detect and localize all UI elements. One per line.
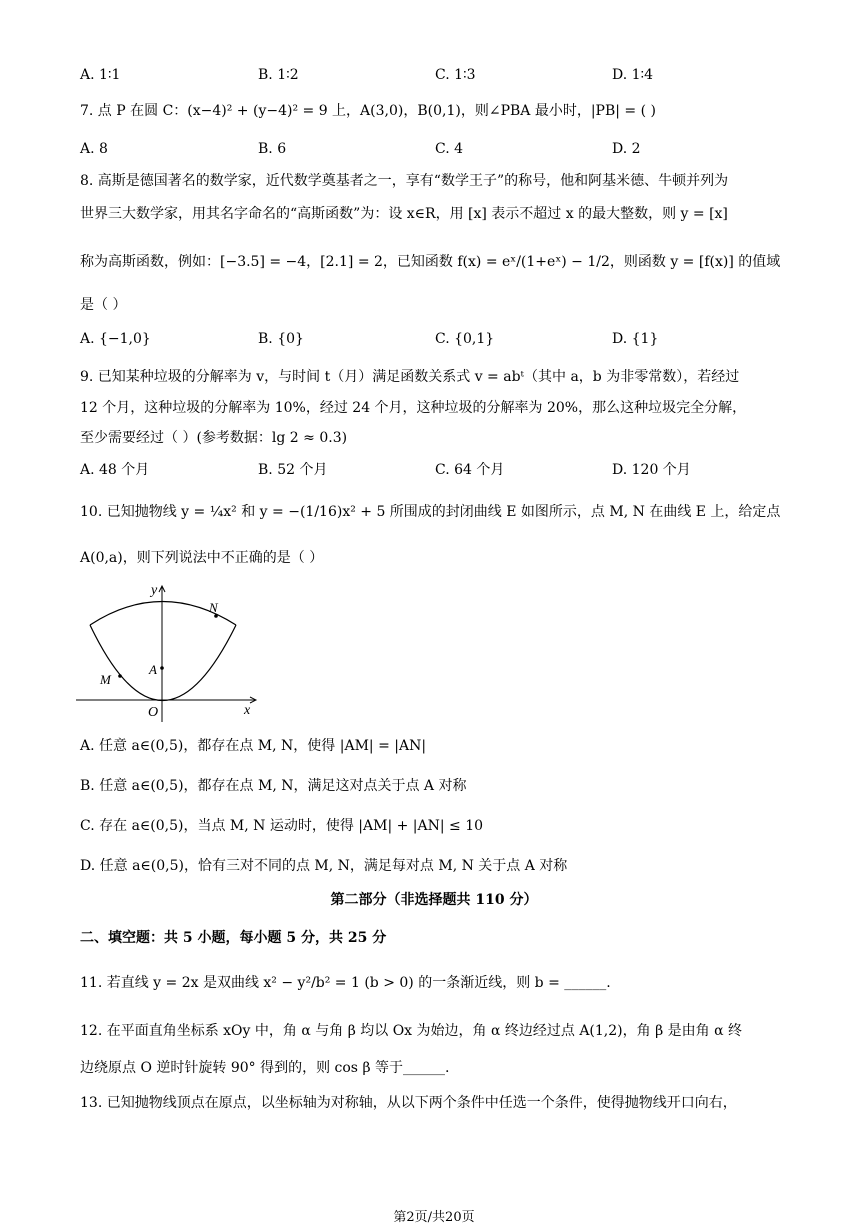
- origin-label: O: [148, 705, 159, 720]
- q8-option-d: D. {1}: [612, 331, 659, 347]
- q6-option-c: C. 1∶3: [435, 67, 476, 83]
- q7-options: [80, 138, 800, 160]
- q9-option-b: B. 52 个月: [258, 462, 328, 478]
- q9-line-1: 9. 已知某种垃圾的分解率为 v，与时间 t（月）满足函数关系式 v = abᵗ（其中 a，b 为非零常数），若经过: [80, 369, 740, 385]
- q9-option-a: A. 48 个月: [80, 462, 150, 478]
- q7-stem: 7. 点 P 在圆 C：(x−4)² + (y−4)² = 9 上，A(3,0)，B(0,1)，则∠PBA 最小时，|PB| = ( ): [80, 103, 656, 119]
- x-label: x: [244, 703, 251, 718]
- q8-line-1: 8. 高斯是德国著名的数学家，近代数学奠基者之一，享有“数学王子”的称号，他和阿基米德、牛顿并列为: [80, 173, 729, 189]
- q8-line-4: 是（ ）: [80, 297, 127, 313]
- lower-parabola: [90, 625, 236, 701]
- q6-options: [80, 64, 800, 86]
- q9-option-d: D. 120 个月: [612, 462, 691, 478]
- q9-options: [80, 459, 800, 481]
- q10-figure: [76, 582, 266, 724]
- q10-line-1: 10. 已知抛物线 y = ¼x² 和 y = −(1/16)x² + 5 所围成的封闭曲线 E 如图所示，点 M, N 在曲线 E 上，给定点: [80, 504, 781, 520]
- q10-option-a: A. 任意 a∈(0,5)，都存在点 M, N，使得 |AM| = |AN|: [80, 738, 427, 754]
- q7-option-a: A. 8: [80, 141, 108, 157]
- q10-line-2: A(0,a)，则下列说法中不正确的是（ ）: [80, 550, 324, 566]
- q8-option-c: C. {0,1}: [435, 331, 495, 347]
- q8-line-3: 称为高斯函数，例如：[−3.5] = −4，[2.1] = 2，已知函数 f(x) = eˣ/(1+eˣ) − 1/2，则函数 y = [f(x)] 的值域: [80, 254, 781, 270]
- q10-option-d: D. 任意 a∈(0,5)，恰有三对不同的点 M, N，满足每对点 M, N 关于点 A 对称: [80, 858, 568, 874]
- q10-option-c: C. 存在 a∈(0,5)，当点 M, N 运动时，使得 |AM| + |AN| ≤ 10: [80, 818, 484, 834]
- q6-option-a: A. 1∶1: [80, 67, 121, 83]
- q7-option-d: D. 2: [612, 141, 641, 157]
- q7-option-b: B. 6: [258, 141, 287, 157]
- q13-stem: 13. 已知抛物线顶点在原点，以坐标轴为对称轴，从以下两个条件中任选一个条件，使得抛物线开口向右，: [80, 1095, 737, 1111]
- part2-title: 第二部分（非选择题共 110 分）: [330, 892, 538, 908]
- q8-options: [80, 328, 800, 350]
- page-footer: 第2页/共20页: [393, 1210, 475, 1225]
- q12-line-1: 12. 在平面直角坐标系 xOy 中，角 α 与角 β 均以 Ox 为始边，角 α 终边经过点 A(1,2)，角 β 是由角 α 终: [80, 1023, 742, 1039]
- q10-option-b: B. 任意 a∈(0,5)，都存在点 M, N，满足这对点关于点 A 对称: [80, 778, 467, 794]
- point-a: [160, 666, 164, 670]
- q9-line-2: 12 个月，这种垃圾的分解率为 10%，经过 24 个月，这种垃圾的分解率为 20%，那么这种垃圾完全分解，: [80, 400, 747, 416]
- m-label: M: [100, 672, 111, 687]
- n-label: N: [209, 600, 218, 615]
- y-label: y: [151, 583, 158, 598]
- section2-title: 二、填空题：共 5 小题，每小题 5 分，共 25 分: [80, 930, 387, 946]
- q6-option-d: D. 1∶4: [612, 67, 654, 83]
- point-m: [118, 674, 122, 678]
- q7-option-c: C. 4: [435, 141, 464, 157]
- q11-stem: 11. 若直线 y = 2x 是双曲线 x² − y²/b² = 1 (b > 0) 的一条渐近线，则 b = ______.: [80, 975, 611, 991]
- q8-option-a: A. {−1,0}: [80, 331, 151, 347]
- q9-line-3: 至少需要经过（ ）(参考数据：lg 2 ≈ 0.3): [80, 430, 348, 446]
- q9-option-c: C. 64 个月: [435, 462, 505, 478]
- q12-line-2: 边绕原点 O 逆时针旋转 90° 得到的，则 cos β 等于______.: [80, 1060, 450, 1076]
- q8-option-b: B. {0}: [258, 331, 304, 347]
- q8-line-2: 世界三大数学家，用其名字命名的“高斯函数”为：设 x∈R，用 [x] 表示不超过 x 的最大整数，则 y = [x]: [80, 206, 728, 222]
- a-label: A: [149, 662, 157, 677]
- q6-option-b: B. 1∶2: [258, 67, 299, 83]
